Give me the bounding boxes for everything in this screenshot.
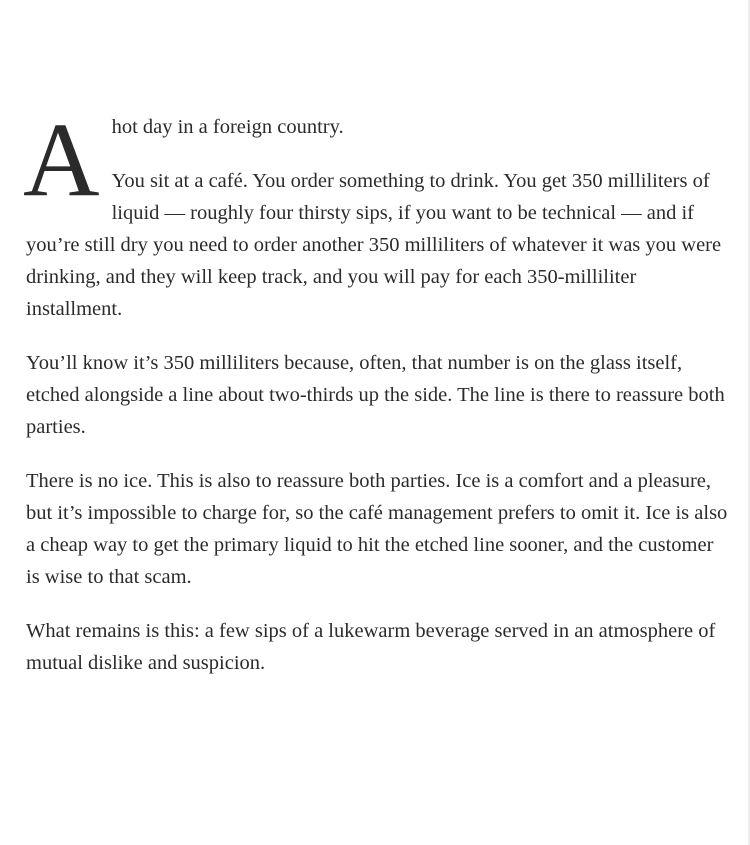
paragraph-1: You sit at a café. You order something to drink. You get 350 milliliters of liquid — roughly four thirsty sips, if you want to be technical — and if you’re still dry you need to order another 350 milliliters of whatever it was you were drinking, and they will keep track, and you will pay for each 350-milliliter installment. [26, 170, 722, 320]
paragraph-2: You’ll know it’s 350 milliliters because, often, that number is on the glass itself, etched alongside a line about two-thirds up the side. The line is there to reassure both parties. [26, 352, 725, 438]
article-body [23, 101, 732, 701]
lead-sentence: hot day in a foreign country. [111, 116, 344, 138]
lead-block [23, 101, 732, 325]
paragraph-3: There is no ice. This is also to reassure both parties. Ice is a comfort and a pleasure, but it’s impossible to charge for, so the café management prefers to omit it. Ice is also a cheap way to get the primary liquid to hit the etched line sooner, and the customer is wise to that scam. [26, 470, 728, 588]
drop-cap: A [23, 101, 100, 218]
paragraph-4: What remains is this: a few sips of a lukewarm beverage served in an atmosphere of mutual dislike and suspicion. [26, 620, 716, 674]
